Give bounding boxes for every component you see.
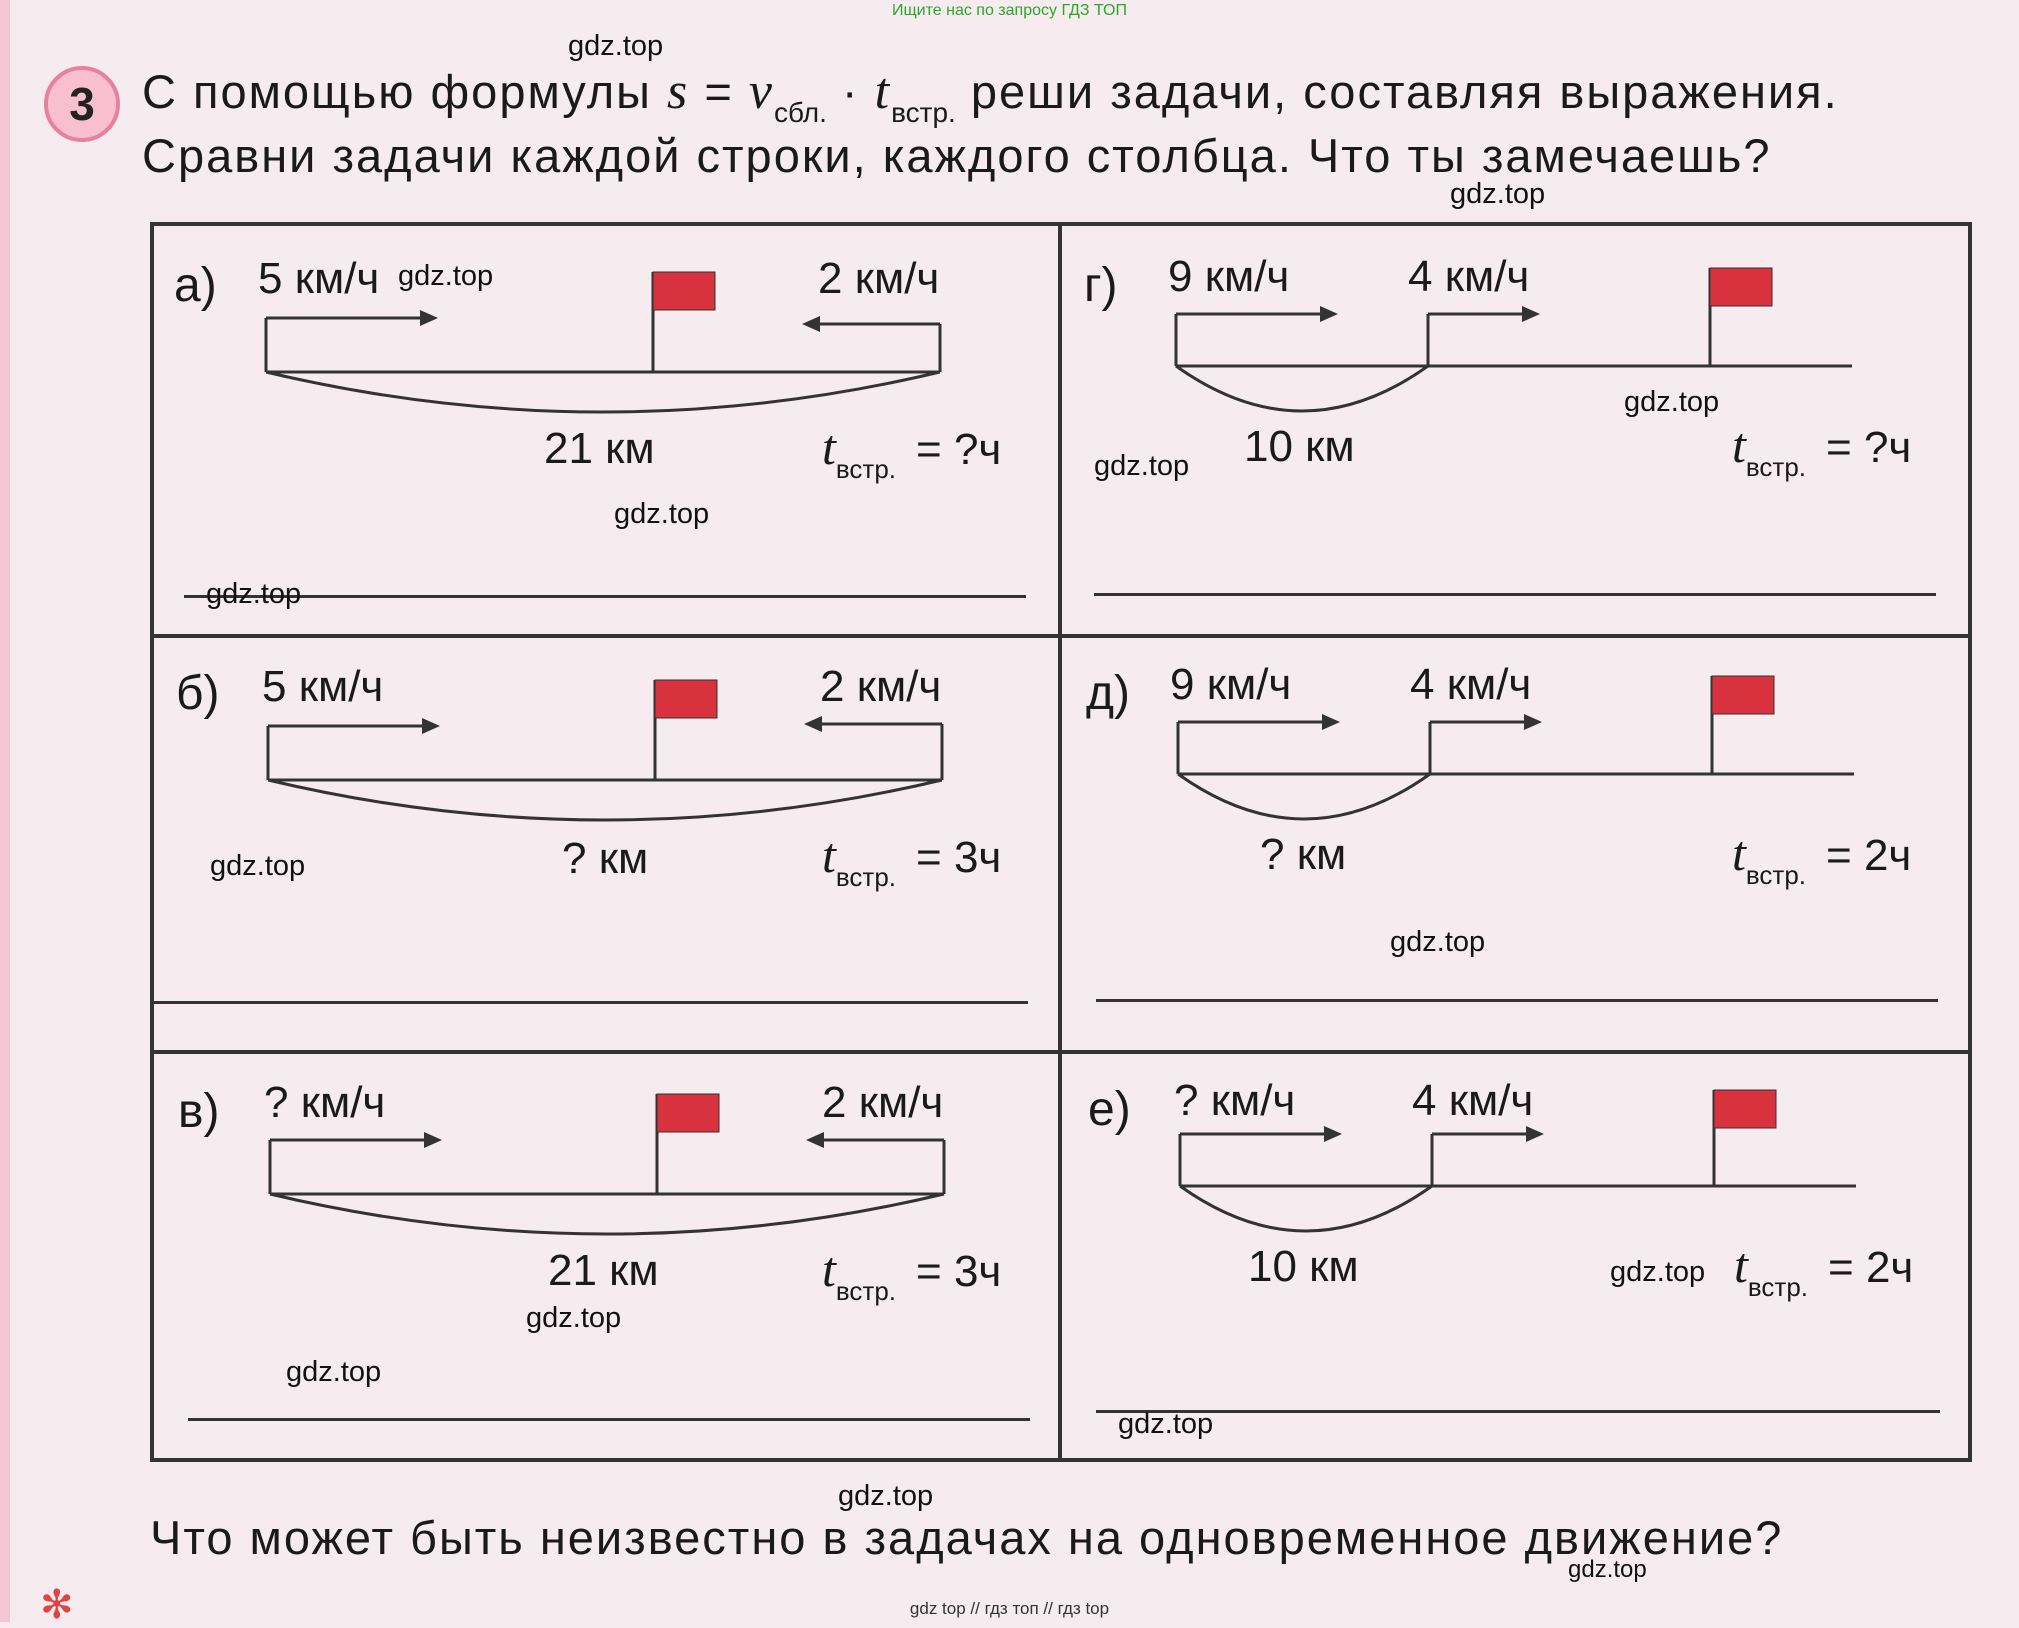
cell-b-letter: б) [176, 667, 220, 720]
cell-a-distance: 21 км [544, 424, 655, 473]
cell-d-distance: ? км [1260, 830, 1347, 879]
cell-a-t-value: = ?ч [916, 425, 1002, 474]
cell-b-distance-arc [268, 780, 942, 820]
cell-b-arrowhead-left [422, 718, 440, 734]
watermark: gdz.top [206, 578, 302, 610]
cell-d-flag [1712, 676, 1774, 714]
cell-a-t-sub: встр. [835, 454, 897, 484]
cell-a-t-symbol: t [822, 419, 836, 475]
cell-a-flag [653, 272, 715, 310]
cell-g-distance-arc [1176, 366, 1428, 411]
cell-g-speed-right: 4 км/ч [1408, 252, 1530, 301]
cell-d-answer-line[interactable] [1096, 999, 1938, 1002]
cell-e-diagram [1176, 1090, 1876, 1250]
grid-divider-row2 [154, 1050, 1968, 1054]
watermark: gdz.top [526, 1302, 622, 1334]
task-header-line2: Сравни задачи каждой строки, каждого столбца. Что ты замечаешь? [142, 129, 1772, 182]
watermark: gdz.top [286, 1356, 382, 1388]
watermark: gdz.top [614, 498, 710, 530]
header-text-post: реши задачи, составляя выражения. [955, 65, 1839, 118]
watermark: gdz.top [838, 1480, 934, 1512]
cell-g-answer-line[interactable] [1094, 593, 1936, 596]
cell-g-flag [1710, 268, 1772, 306]
cell-v-speed-left: ? км/ч [264, 1078, 386, 1127]
cell-d-speed-left: 9 км/ч [1170, 660, 1292, 709]
bottom-banner[interactable]: gdz top // гдз топ // гдз top [909, 1599, 1110, 1618]
cell-v-letter: в) [178, 1085, 220, 1138]
cell-a-arrowhead-left [420, 310, 438, 326]
cell-a-time [822, 418, 1002, 484]
watermark: gdz.top [1118, 1408, 1214, 1440]
cell-a-arrowhead-right [802, 316, 820, 332]
grid-divider-row1 [154, 634, 1968, 638]
cell-a-answer-line[interactable] [184, 595, 1026, 598]
cell-v-t-sub: встр. [835, 1276, 897, 1306]
cell-d-speed-right: 4 км/ч [1410, 660, 1532, 709]
task-header-line1 [142, 62, 1839, 128]
watermark: gdz.top [568, 30, 664, 62]
task-number-badge: 3 [44, 66, 120, 142]
cell-v-t-symbol: t [822, 1241, 836, 1297]
cell-b-time [822, 826, 1002, 892]
cell-b-t-sub: встр. [835, 862, 897, 892]
cell-e-distance: 10 км [1248, 1242, 1359, 1291]
cell-a-speed-left: 5 км/ч [258, 254, 380, 303]
cell-g-t-sub: встр. [1745, 452, 1807, 482]
cell-e-time [1734, 1236, 1914, 1302]
cell-a-letter: а) [174, 259, 217, 312]
cell-a-diagram [260, 268, 960, 428]
cell-d-distance-arc [1178, 774, 1430, 819]
cell-v-speed-right: 2 км/ч [822, 1078, 944, 1127]
watermark: gdz.top [1568, 1556, 1647, 1583]
formula-dot: · [826, 65, 875, 118]
cell-v-diagram [264, 1090, 964, 1250]
cell-b-t-value: = 3ч [916, 833, 1002, 882]
grid-divider-vertical [1058, 226, 1062, 1458]
cell-b-distance: ? км [562, 834, 649, 883]
cell-d-letter: д) [1086, 667, 1130, 720]
cell-a-distance-arc [266, 372, 940, 412]
cell-v-distance: 21 км [548, 1246, 659, 1295]
cell-d-diagram [1174, 674, 1874, 834]
cell-g-t-value: = ?ч [1826, 423, 1912, 472]
watermark: gdz.top [1390, 926, 1486, 958]
cell-b-answer-line[interactable] [150, 1001, 1028, 1004]
cell-v-time [822, 1240, 1002, 1306]
cell-v-distance-arc [270, 1194, 944, 1234]
cell-d-t-value: = 2ч [1826, 831, 1912, 880]
decorative-star-icon: ✻ [40, 1583, 74, 1627]
watermark: gdz.top [210, 850, 306, 882]
cell-a-speed-right: 2 км/ч [818, 254, 940, 303]
cell-v-answer-line[interactable] [188, 1418, 1030, 1421]
cell-v-flag [657, 1094, 719, 1132]
watermark: gdz.top [398, 260, 494, 292]
formula-v: v [748, 63, 774, 120]
cell-e-t-symbol: t [1734, 1237, 1748, 1293]
cell-e-t-sub: встр. [1747, 1272, 1809, 1302]
cell-v-arrowhead-left [424, 1132, 442, 1148]
cell-g-diagram [1172, 266, 1872, 426]
cell-v-arrowhead-right [806, 1132, 824, 1148]
cell-g-arrowhead-right [1522, 306, 1540, 322]
cell-d-t-sub: встр. [1745, 860, 1807, 890]
watermark: gdz.top [1094, 450, 1190, 482]
watermark: gdz.top [1450, 178, 1546, 210]
footer-question: Что может быть неизвестно в задачах на одновременное движение? [150, 1511, 1784, 1564]
cell-b-speed-left: 5 км/ч [262, 662, 384, 711]
header-text-pre: С помощью формулы [142, 65, 668, 118]
cell-d-arrowhead-right [1524, 714, 1542, 730]
cell-g-arrowhead-left [1320, 306, 1338, 322]
cell-b-diagram [262, 676, 962, 836]
top-banner[interactable]: Ищите нас по запросу ГДЗ ТОП [892, 2, 1127, 19]
cell-g-letter: г) [1084, 259, 1118, 312]
cell-g-distance: 10 км [1244, 422, 1355, 471]
cell-v-t-value: = 3ч [916, 1247, 1002, 1296]
cell-e-speed-left: ? км/ч [1174, 1076, 1296, 1125]
cell-b-flag [655, 680, 717, 718]
cell-e-flag [1714, 1090, 1776, 1128]
watermark: gdz.top [1624, 386, 1720, 418]
cell-e-answer-line[interactable] [1096, 1410, 1940, 1413]
cell-e-t-value: = 2ч [1828, 1243, 1914, 1292]
cell-e-speed-right: 4 км/ч [1412, 1076, 1534, 1125]
formula-s: s [667, 63, 690, 120]
watermark: gdz.top [1610, 1256, 1706, 1288]
cell-e-arrowhead-right [1526, 1126, 1544, 1142]
page-edge [0, 0, 10, 1622]
cell-d-time [1732, 824, 1912, 890]
formula-v-sub: сбл. [773, 97, 827, 128]
formula-t-sub: встр. [891, 97, 956, 128]
cell-g-t-symbol: t [1732, 417, 1746, 473]
formula-eq: = [689, 65, 749, 118]
cell-b-arrowhead-right [804, 716, 822, 732]
cell-b-speed-right: 2 км/ч [820, 662, 942, 711]
cell-g-speed-left: 9 км/ч [1168, 252, 1290, 301]
cell-e-arrowhead-left [1324, 1126, 1342, 1142]
formula-t: t [874, 63, 892, 120]
cell-b-t-symbol: t [822, 827, 836, 883]
cell-e-letter: е) [1088, 1083, 1131, 1136]
cell-g-time [1732, 416, 1912, 482]
cell-d-arrowhead-left [1322, 714, 1340, 730]
cell-d-t-symbol: t [1732, 825, 1746, 881]
cell-e-distance-arc [1180, 1186, 1432, 1231]
